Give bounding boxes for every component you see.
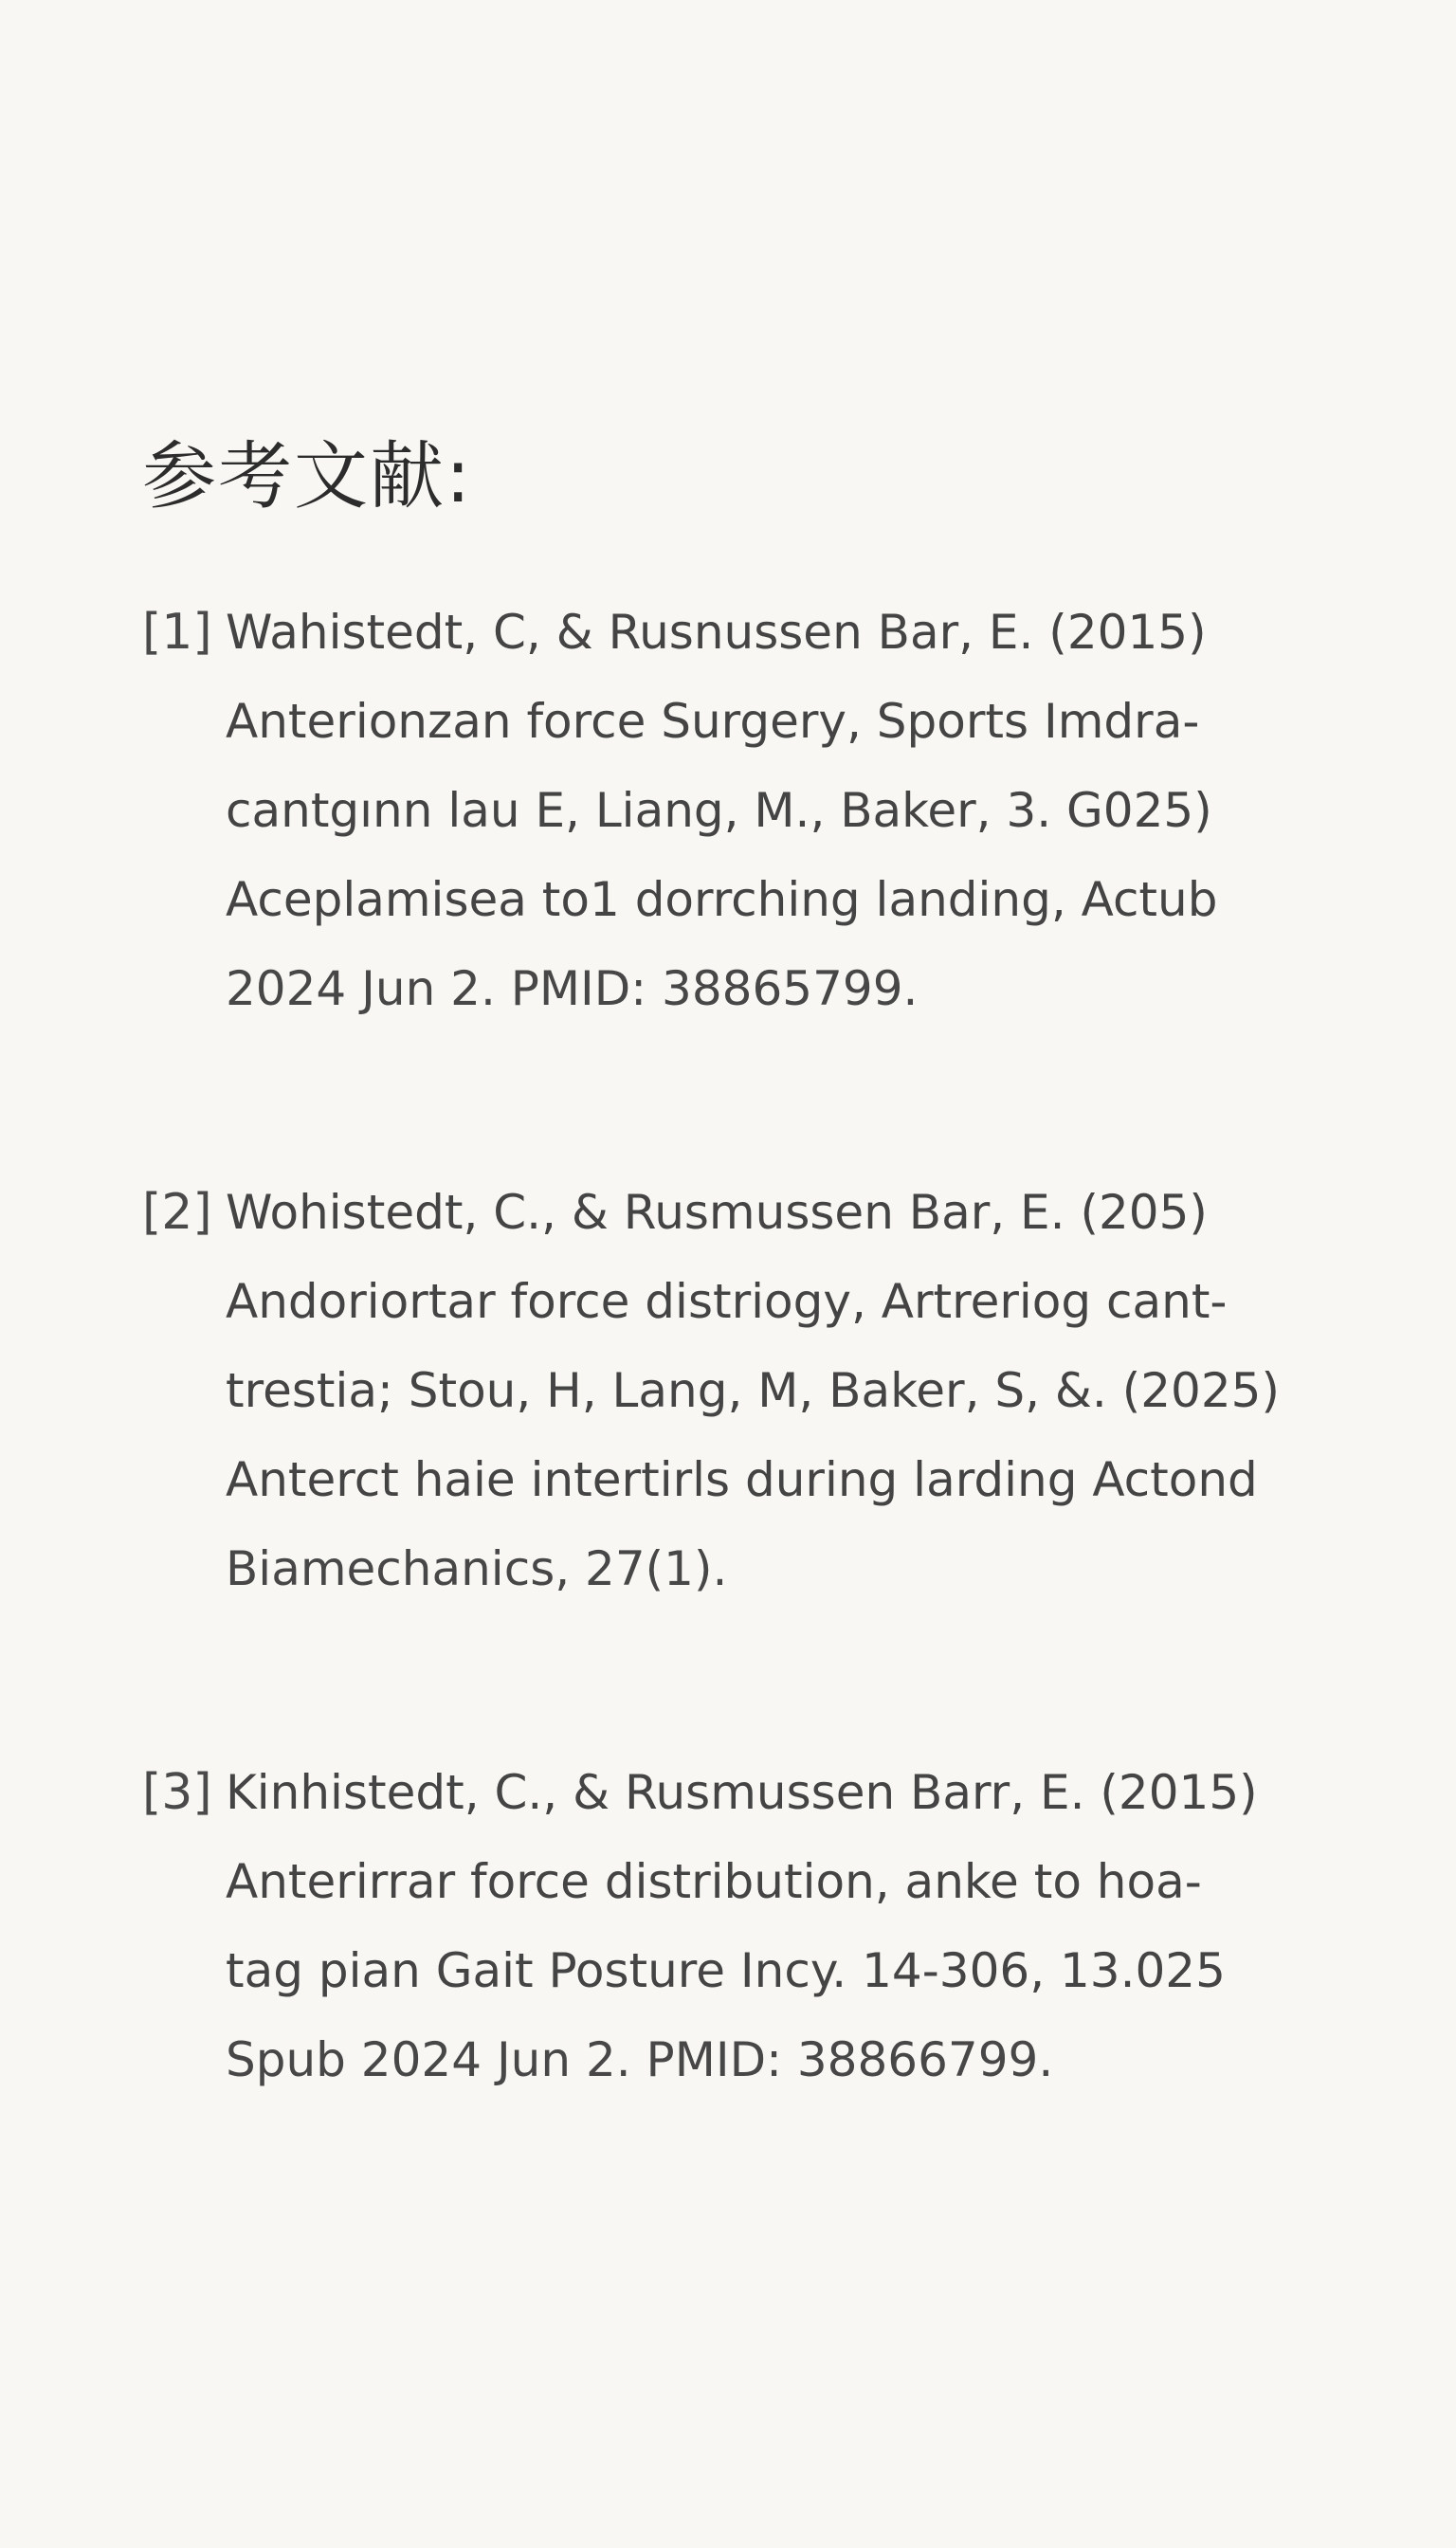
reference-line: Anterirrar force distribution, anke to hoa-: [226, 1854, 1202, 1909]
reference-list: [142, 588, 1318, 2239]
reference-line: Kinhistedt, C., & Rusmussen Barr, E. (2015): [226, 1765, 1258, 1820]
reference-text: [226, 588, 1318, 1033]
reference-line: tag pian Gait Posture Incy. 14-306, 13.025: [226, 1943, 1226, 1998]
reference-line: Anterionzan force Surgery, Sports Imdra-: [226, 694, 1200, 749]
reference-line: 2024 Jun 2. PMID: 38865799.: [226, 961, 919, 1016]
reference-number: [3]: [142, 1764, 212, 1821]
reference-item: [142, 588, 1318, 1033]
reference-line: Andoriortar force distriogy, Artreriog cant-: [226, 1274, 1228, 1329]
reference-number: [1]: [142, 604, 212, 661]
reference-line: Anterct haie intertirls during larding Actond: [226, 1452, 1258, 1507]
reference-number: [2]: [142, 1184, 212, 1241]
reference-text: [226, 1748, 1318, 2104]
reference-line: Spub 2024 Jun 2. PMID: 38866799.: [226, 2032, 1054, 2087]
reference-item: [142, 1748, 1318, 2104]
reference-line: Biamechanics, 27(1).: [226, 1541, 728, 1596]
reference-line: trestia; Stou, H, Lang, M, Baker, S, &. (2025): [226, 1363, 1280, 1418]
references-heading: 参考文献:: [142, 434, 473, 519]
reference-line: Aceplamisea to1 dorrching landing, Actub: [226, 872, 1218, 927]
reference-line: Wohistedt, C., & Rusmussen Bar, E. (205): [226, 1185, 1208, 1240]
reference-line: Wahistedt, C, & Rusnussen Bar, E. (2015): [226, 605, 1207, 660]
reference-text: [226, 1168, 1318, 1613]
reference-line: cantgınn lau E, Liang, M., Baker, 3. G025): [226, 783, 1212, 838]
reference-item: [142, 1168, 1318, 1613]
